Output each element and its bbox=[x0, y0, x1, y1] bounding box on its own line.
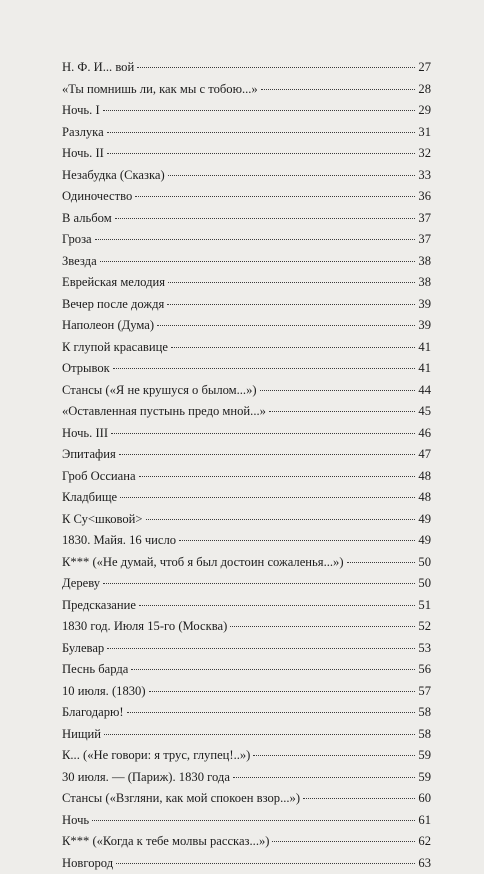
toc-entry-title: К глупой красавице bbox=[62, 337, 168, 359]
toc-entry bbox=[62, 810, 431, 832]
dot-leader bbox=[171, 347, 415, 348]
toc-entry-page-number: 62 bbox=[418, 831, 431, 853]
dot-leader bbox=[139, 476, 416, 477]
toc-entry bbox=[62, 530, 431, 552]
toc-entry bbox=[62, 100, 431, 122]
toc-entry-page-number: 57 bbox=[418, 681, 431, 703]
toc-entry bbox=[62, 358, 431, 380]
toc-entry-title: К*** («Не думай, чтоб я был достоин сожаленья...») bbox=[62, 552, 344, 574]
dot-leader bbox=[146, 519, 416, 520]
dot-leader bbox=[233, 777, 415, 778]
toc-entry bbox=[62, 251, 431, 273]
dot-leader bbox=[131, 669, 415, 670]
toc-entry-page-number: 50 bbox=[418, 573, 431, 595]
toc-entry bbox=[62, 487, 431, 509]
toc-entry-title: Наполеон (Дума) bbox=[62, 315, 154, 337]
dot-leader bbox=[119, 454, 416, 455]
dot-leader bbox=[168, 282, 415, 283]
toc-entry-page-number: 32 bbox=[418, 143, 431, 165]
toc-entry-title: Н. Ф. И... вой bbox=[62, 57, 134, 79]
table-of-contents bbox=[62, 57, 431, 874]
dot-leader bbox=[111, 433, 415, 434]
toc-entry bbox=[62, 616, 431, 638]
toc-entry-page-number: 37 bbox=[418, 208, 431, 230]
toc-entry-page-number: 48 bbox=[418, 487, 431, 509]
toc-entry-title: Нищий bbox=[62, 724, 101, 746]
toc-entry-page-number: 29 bbox=[418, 100, 431, 122]
toc-entry-title: Кладбище bbox=[62, 487, 117, 509]
toc-entry-page-number: 37 bbox=[418, 229, 431, 251]
toc-entry bbox=[62, 466, 431, 488]
toc-entry-page-number: 36 bbox=[418, 186, 431, 208]
toc-entry bbox=[62, 573, 431, 595]
dot-leader bbox=[120, 497, 415, 498]
toc-entry-page-number: 49 bbox=[418, 530, 431, 552]
toc-entry-title: Ночь. I bbox=[62, 100, 100, 122]
toc-entry-page-number: 39 bbox=[418, 315, 431, 337]
toc-entry bbox=[62, 702, 431, 724]
dot-leader bbox=[127, 712, 416, 713]
dot-leader bbox=[115, 218, 416, 219]
toc-entry-page-number: 39 bbox=[418, 294, 431, 316]
toc-entry-page-number: 50 bbox=[418, 552, 431, 574]
toc-entry-page-number: 48 bbox=[418, 466, 431, 488]
toc-entry-title: К*** («Когда к тебе молвы рассказ...») bbox=[62, 831, 269, 853]
toc-entry-page-number: 51 bbox=[418, 595, 431, 617]
dot-leader bbox=[116, 863, 415, 864]
toc-entry-title: Ночь bbox=[62, 810, 89, 832]
dot-leader bbox=[107, 153, 416, 154]
toc-entry-title: К Су<шковой> bbox=[62, 509, 143, 531]
toc-entry-page-number: 59 bbox=[418, 745, 431, 767]
dot-leader bbox=[269, 411, 415, 412]
toc-entry bbox=[62, 659, 431, 681]
toc-entry bbox=[62, 380, 431, 402]
toc-entry-title: К... («Не говори: я трус, глупец!..») bbox=[62, 745, 250, 767]
toc-entry-title: Стансы («Взгляни, как мой спокоен взор...») bbox=[62, 788, 300, 810]
toc-entry bbox=[62, 681, 431, 703]
toc-entry-page-number: 45 bbox=[418, 401, 431, 423]
dot-leader bbox=[104, 734, 415, 735]
toc-entry-title: Незабудка (Сказка) bbox=[62, 165, 165, 187]
dot-leader bbox=[135, 196, 415, 197]
dot-leader bbox=[347, 562, 416, 563]
toc-entry-title: Гроб Оссиана bbox=[62, 466, 136, 488]
toc-entry-title: Вечер после дождя bbox=[62, 294, 164, 316]
toc-entry-title: «Оставленная пустынь предо мной...» bbox=[62, 401, 266, 423]
toc-entry bbox=[62, 272, 431, 294]
toc-entry-title: Дереву bbox=[62, 573, 100, 595]
toc-entry bbox=[62, 444, 431, 466]
toc-entry-title: 10 июля. (1830) bbox=[62, 681, 146, 703]
toc-entry bbox=[62, 57, 431, 79]
dot-leader bbox=[95, 239, 416, 240]
toc-entry-title: 1830. Майя. 16 число bbox=[62, 530, 176, 552]
toc-entry-page-number: 33 bbox=[418, 165, 431, 187]
dot-leader bbox=[261, 89, 416, 90]
toc-entry bbox=[62, 315, 431, 337]
toc-entry-page-number: 58 bbox=[418, 724, 431, 746]
toc-entry bbox=[62, 552, 431, 574]
toc-entry bbox=[62, 229, 431, 251]
toc-entry-title: Еврейская мелодия bbox=[62, 272, 165, 294]
toc-entry-title: Ночь. III bbox=[62, 423, 108, 445]
toc-entry-title: В альбом bbox=[62, 208, 112, 230]
toc-entry bbox=[62, 509, 431, 531]
toc-entry-page-number: 46 bbox=[418, 423, 431, 445]
toc-entry-page-number: 60 bbox=[418, 788, 431, 810]
toc-entry-page-number: 38 bbox=[418, 251, 431, 273]
dot-leader bbox=[260, 390, 416, 391]
toc-entry-title: Эпитафия bbox=[62, 444, 116, 466]
toc-entry-page-number: 27 bbox=[418, 57, 431, 79]
toc-entry-page-number: 38 bbox=[418, 272, 431, 294]
toc-entry-page-number: 47 bbox=[418, 444, 431, 466]
dot-leader bbox=[103, 110, 416, 111]
toc-entry-title: «Ты помнишь ли, как мы с тобою...» bbox=[62, 79, 258, 101]
toc-entry bbox=[62, 294, 431, 316]
toc-entry bbox=[62, 767, 431, 789]
dot-leader bbox=[179, 540, 415, 541]
toc-entry-title: Ночь. II bbox=[62, 143, 104, 165]
toc-entry-title: Новгород bbox=[62, 853, 113, 874]
toc-entry-title: Булевар bbox=[62, 638, 104, 660]
toc-entry bbox=[62, 122, 431, 144]
toc-entry bbox=[62, 79, 431, 101]
toc-entry-page-number: 59 bbox=[418, 767, 431, 789]
toc-entry-page-number: 49 bbox=[418, 509, 431, 531]
dot-leader bbox=[149, 691, 416, 692]
toc-entry-title: Разлука bbox=[62, 122, 104, 144]
toc-entry bbox=[62, 423, 431, 445]
dot-leader bbox=[167, 304, 415, 305]
toc-entry-page-number: 31 bbox=[418, 122, 431, 144]
toc-entry-page-number: 52 bbox=[418, 616, 431, 638]
dot-leader bbox=[139, 605, 415, 606]
dot-leader bbox=[107, 648, 415, 649]
dot-leader bbox=[230, 626, 415, 627]
toc-entry bbox=[62, 337, 431, 359]
dot-leader bbox=[272, 841, 415, 842]
toc-entry-page-number: 44 bbox=[418, 380, 431, 402]
toc-entry-title: Гроза bbox=[62, 229, 92, 251]
toc-entry bbox=[62, 401, 431, 423]
dot-leader bbox=[303, 798, 415, 799]
toc-entry bbox=[62, 143, 431, 165]
dot-leader bbox=[92, 820, 415, 821]
toc-entry-page-number: 41 bbox=[418, 358, 431, 380]
toc-entry-title: 1830 год. Июля 15-го (Москва) bbox=[62, 616, 227, 638]
toc-entry-page-number: 61 bbox=[418, 810, 431, 832]
toc-entry-title: Звезда bbox=[62, 251, 97, 273]
toc-entry bbox=[62, 595, 431, 617]
toc-entry-title: Благодарю! bbox=[62, 702, 124, 724]
toc-entry bbox=[62, 831, 431, 853]
toc-entry bbox=[62, 186, 431, 208]
dot-leader bbox=[113, 368, 416, 369]
toc-entry-page-number: 56 bbox=[418, 659, 431, 681]
toc-entry bbox=[62, 788, 431, 810]
dot-leader bbox=[157, 325, 415, 326]
toc-entry-page-number: 63 bbox=[418, 853, 431, 874]
dot-leader bbox=[107, 132, 416, 133]
toc-entry-title: Отрывок bbox=[62, 358, 110, 380]
toc-entry bbox=[62, 208, 431, 230]
toc-entry-page-number: 53 bbox=[418, 638, 431, 660]
dot-leader bbox=[137, 67, 415, 68]
toc-entry bbox=[62, 638, 431, 660]
toc-entry bbox=[62, 724, 431, 746]
toc-entry-title: Стансы («Я не крушуся о былом...») bbox=[62, 380, 257, 402]
toc-entry bbox=[62, 745, 431, 767]
dot-leader bbox=[253, 755, 415, 756]
toc-entry-title: Одиночество bbox=[62, 186, 132, 208]
toc-entry bbox=[62, 853, 431, 874]
toc-entry-page-number: 41 bbox=[418, 337, 431, 359]
toc-entry-title: Предсказание bbox=[62, 595, 136, 617]
dot-leader bbox=[100, 261, 416, 262]
toc-entry-page-number: 58 bbox=[418, 702, 431, 724]
toc-entry bbox=[62, 165, 431, 187]
toc-entry-title: Песнь барда bbox=[62, 659, 128, 681]
toc-entry-title: 30 июля. — (Париж). 1830 года bbox=[62, 767, 230, 789]
dot-leader bbox=[168, 175, 416, 176]
toc-entry-page-number: 28 bbox=[418, 79, 431, 101]
dot-leader bbox=[103, 583, 415, 584]
